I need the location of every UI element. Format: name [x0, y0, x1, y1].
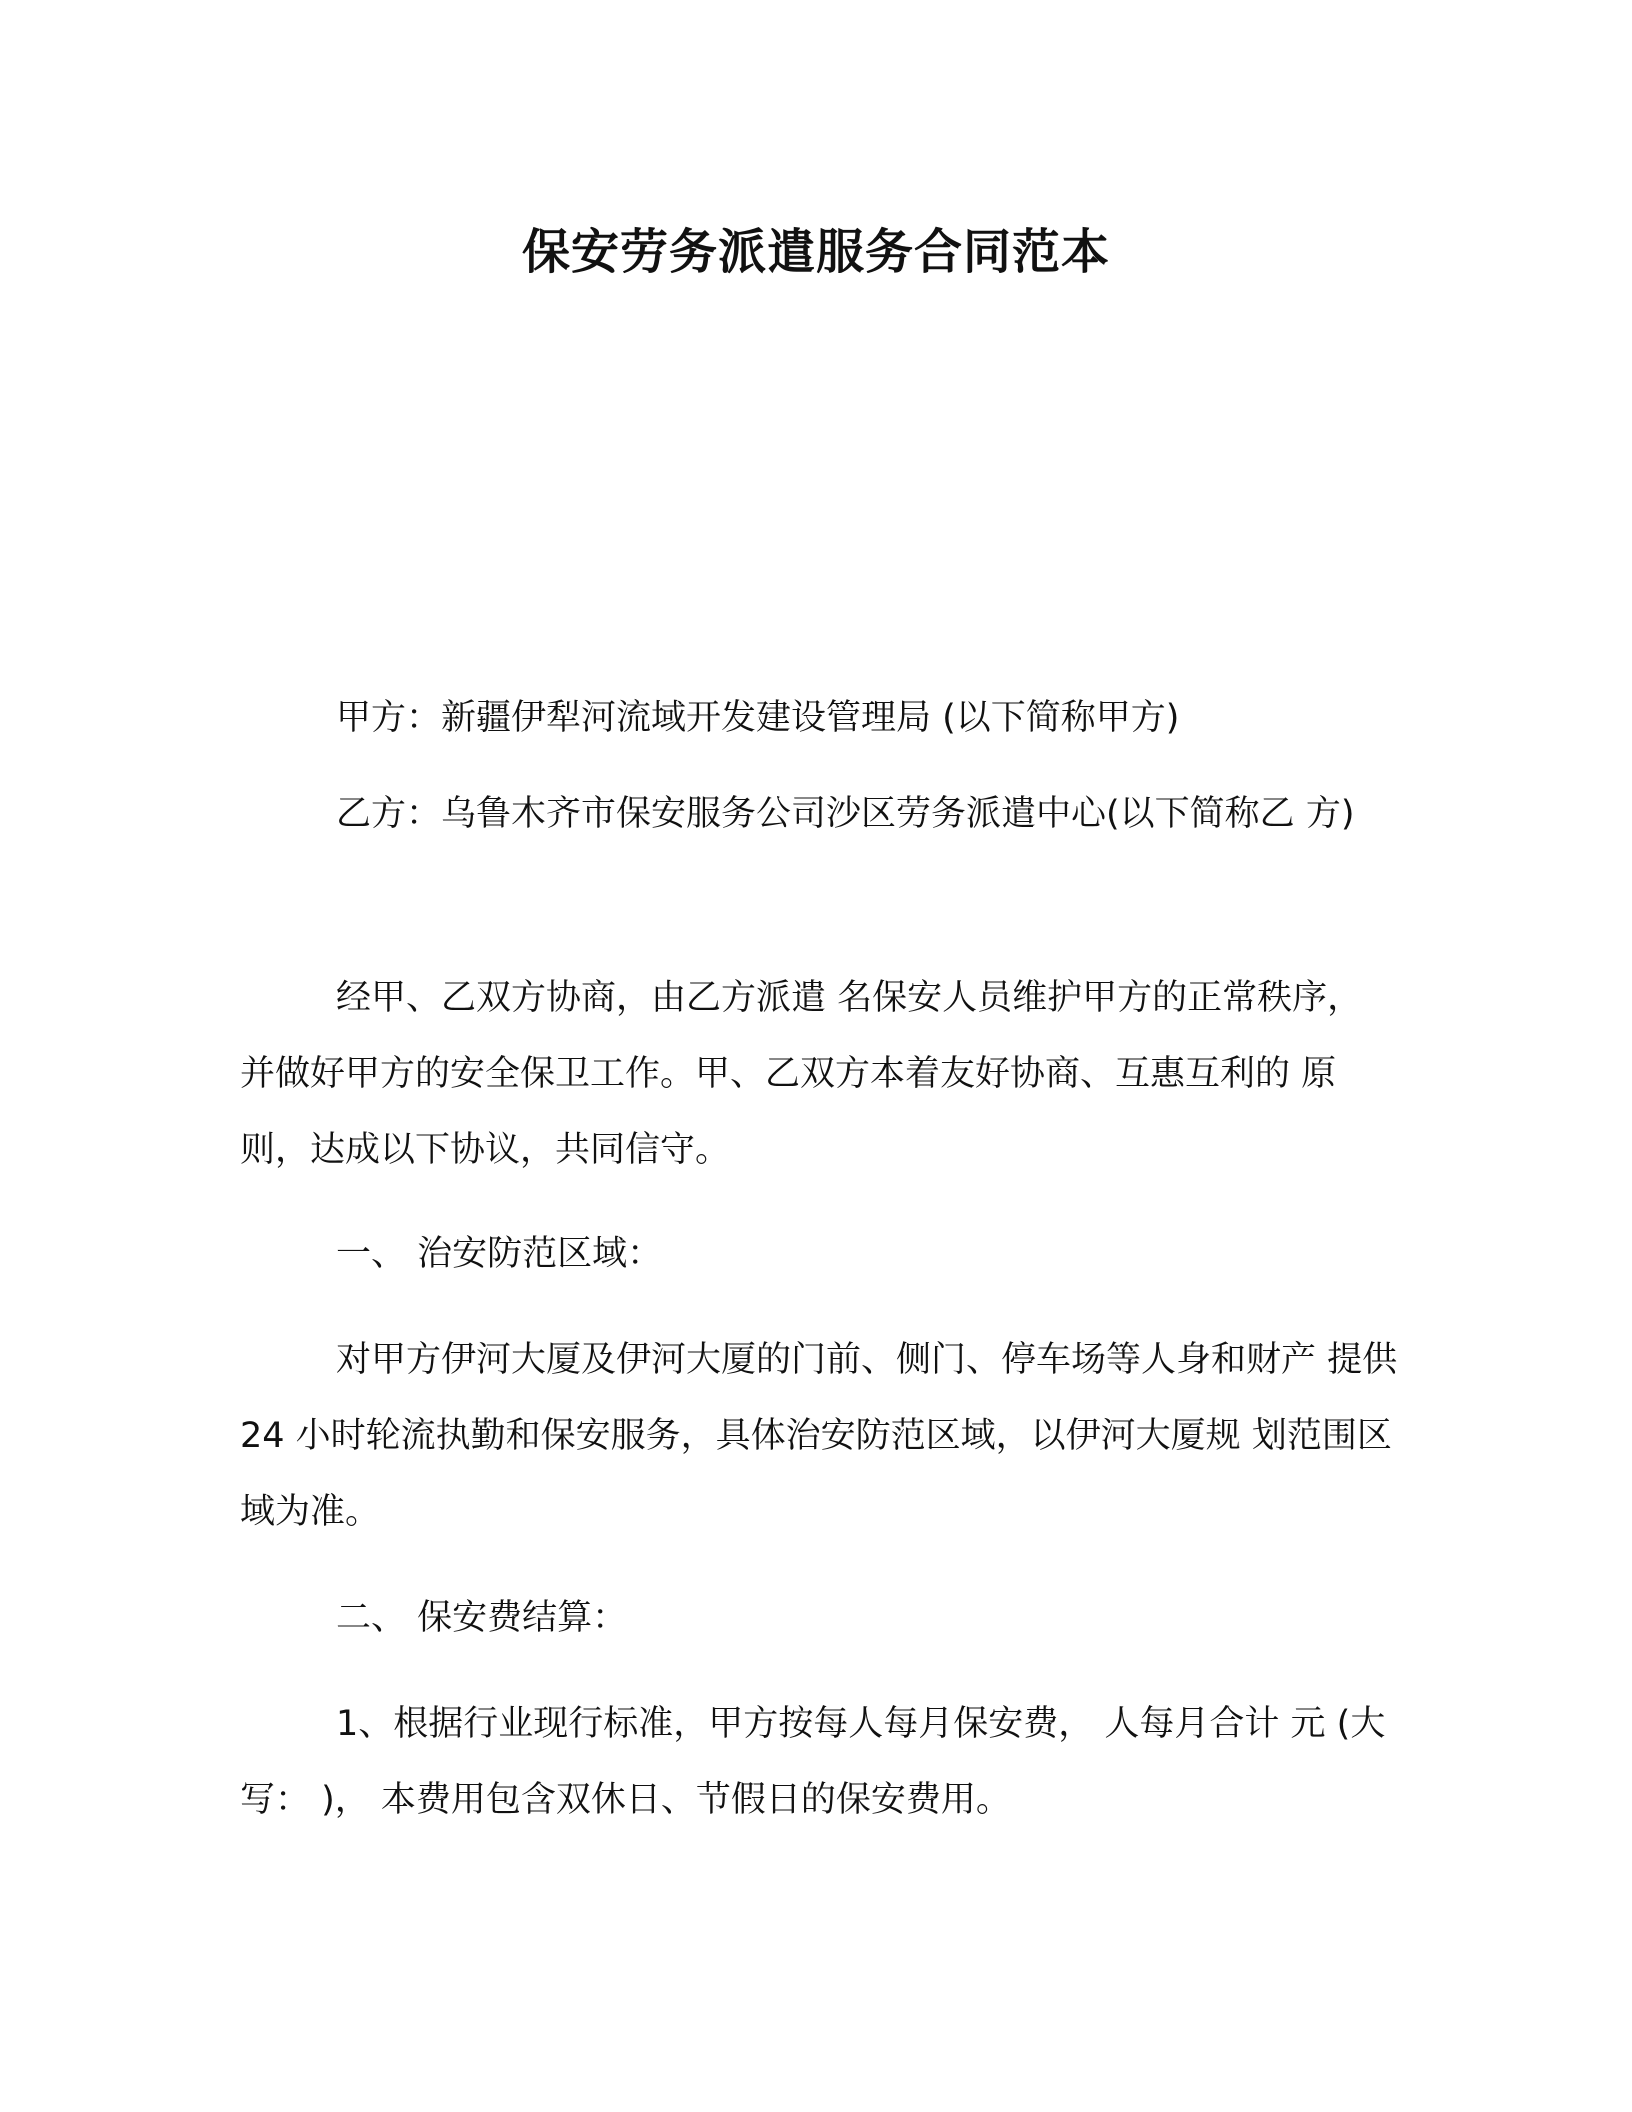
preamble-line-2: 并做好甲方的安全保卫工作。甲、乙双方本着友好协商、互惠互利的: [240, 1054, 1291, 1094]
section-2-item-1-line-1: 1、根据行业现行标准，甲方按每人每月保安费， 人每月合计 元: [336, 1704, 1326, 1744]
section-1-heading: [240, 1216, 1400, 1292]
party-a-paragraph: [240, 680, 1400, 756]
section-1-body-line-2: 提供 24 小时轮流执勤和保安服务，具体治安防范区域，以伊河大厦规: [240, 1340, 1398, 1456]
section-1-heading-line: 一、 治安防范区域：: [336, 1234, 663, 1274]
document-title: 保安劳务派遣服务合同范本: [521, 224, 1110, 280]
section-1-body: [240, 1322, 1400, 1550]
party-b-paragraph: [240, 776, 1400, 852]
party-b-line-1: 乙方：乌鲁木齐市保安服务公司沙区劳务派遣中心(以下简称乙: [336, 794, 1295, 834]
section-2-item-1: [240, 1686, 1400, 1838]
preamble-line-3: 原则，达成以下协议，共同信守。: [240, 1054, 1337, 1170]
party-b-line-2: 方): [1305, 794, 1355, 834]
party-a-line-1: 甲方：新疆伊犁河流域开发建设管理局 (以下简称甲方): [336, 698, 1180, 738]
section-2-heading-line: 二、 保安费结算：: [336, 1598, 628, 1638]
preamble-paragraph: [240, 960, 1400, 1188]
section-1-body-line-3: 划范围区域为准。: [240, 1416, 1392, 1532]
section-1-body-line-1: 对甲方伊河大厦及伊河大厦的门前、侧门、停车场等人身和财产: [336, 1340, 1317, 1380]
section-2-heading: [240, 1580, 1400, 1656]
section-2-item-1-line-2: (大写： )， 本费用包含双休日、节假日的保安费用。: [240, 1704, 1386, 1820]
preamble-line-1: 经甲、乙双方协商，由乙方派遣 名保安人员维护甲方的正常秩序，: [336, 978, 1363, 1018]
